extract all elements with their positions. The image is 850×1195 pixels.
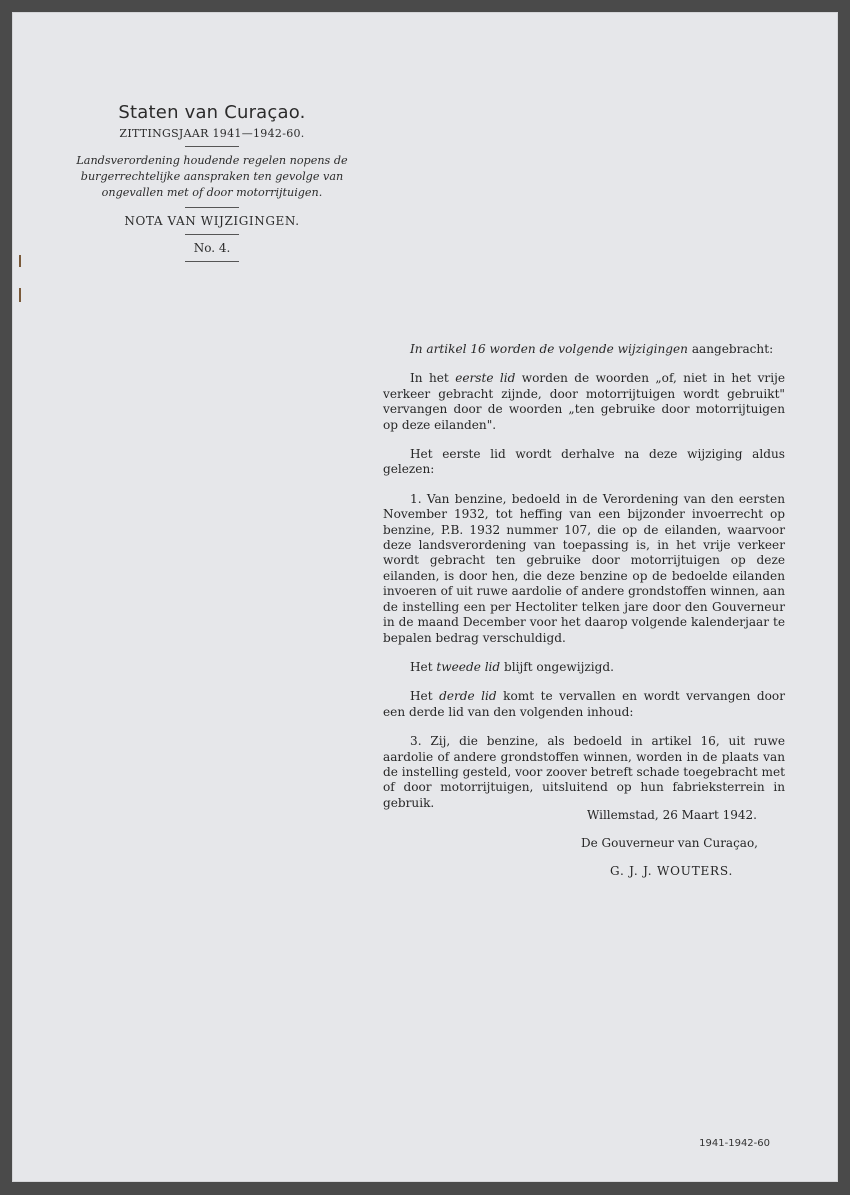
nota-heading: NOTA VAN WIJZIGINGEN.: [124, 214, 300, 228]
signature-role: De Gouverneur van Curaçao,: [581, 836, 758, 850]
divider: [185, 234, 239, 235]
page-title: Staten van Curaçao.: [118, 102, 306, 123]
divider: [185, 261, 239, 262]
paragraph-third-lid: Het derde lid komt te vervallen en wordt vervangen door een derde lid van den volgenden inhoud:: [383, 689, 785, 719]
footer-code: 1941-1942-60: [699, 1138, 770, 1149]
paragraph-first-lid: In het eerste lid worden de woorden „of, niet in het vrije verkeer gebracht zijnde, door motorrijtuigen wordt gebruikt" vervangen door de woorden „ten gebruike door motorrijtuigen op deze eilanden".: [383, 371, 785, 432]
margin-mark: [19, 288, 21, 302]
ordinance-subject: Landsverordening houdende regelen nopens de burgerrechtelijke aanspraken ten gevolge van ongevallen met of door motorrijtuigen.: [76, 154, 348, 199]
paragraph-intro: In artikel 16 worden de volgende wijzigingen aangebracht:: [410, 342, 774, 356]
paragraph-second-lid: Het tweede lid blijft ongewijzigd.: [410, 659, 614, 674]
margin-mark: [19, 255, 21, 267]
document-header: [62, 102, 362, 268]
signature-name: G. J. J. WOUTERS.: [610, 864, 734, 878]
document-page: [12, 12, 838, 1182]
session-year: ZITTINGSJAAR 1941—1942-60.: [119, 127, 305, 140]
document-body: [383, 342, 785, 825]
divider: [185, 207, 239, 208]
paragraph-reading: Het eerste lid wordt derhalve na deze wijziging aldus gelezen:: [383, 447, 785, 477]
paragraph-article-3: 3. Zij, die benzine, als bedoeld in artikel 16, uit ruwe aardolie of andere grondstoffen winnen, worden in de plaats van de instelling gesteld, voor zoover betreft schade toegebracht met of door motorrijtuigen, uitsluitend op hun fabrieksterrein in gebruik.: [383, 734, 785, 810]
signature-place-date: Willemstad, 26 Maart 1942.: [587, 808, 757, 822]
document-number: No. 4.: [193, 241, 231, 255]
paragraph-article-1: 1. Van benzine, bedoeld in de Verordening van den eersten November 1932, tot heffing van een bijzonder invoerrecht op benzine, P.B. 1932 nummer 107, die op de eilanden, waarvoor deze landsverordening van toepassing is, in het vrije verkeer wordt gebracht ten gebruike door motorrijtuigen op deze eilanden, is door hen, die deze benzine op de bedoelde eilanden invoeren of uit ruwe aardolie of andere grondstoffen winnen, aan de instelling een per Hectoliter telken jare door den Gouverneur in de maand December voor het daarop volgende kalenderjaar te bepalen bedrag verschuldigd.: [383, 491, 785, 645]
divider: [185, 146, 239, 147]
